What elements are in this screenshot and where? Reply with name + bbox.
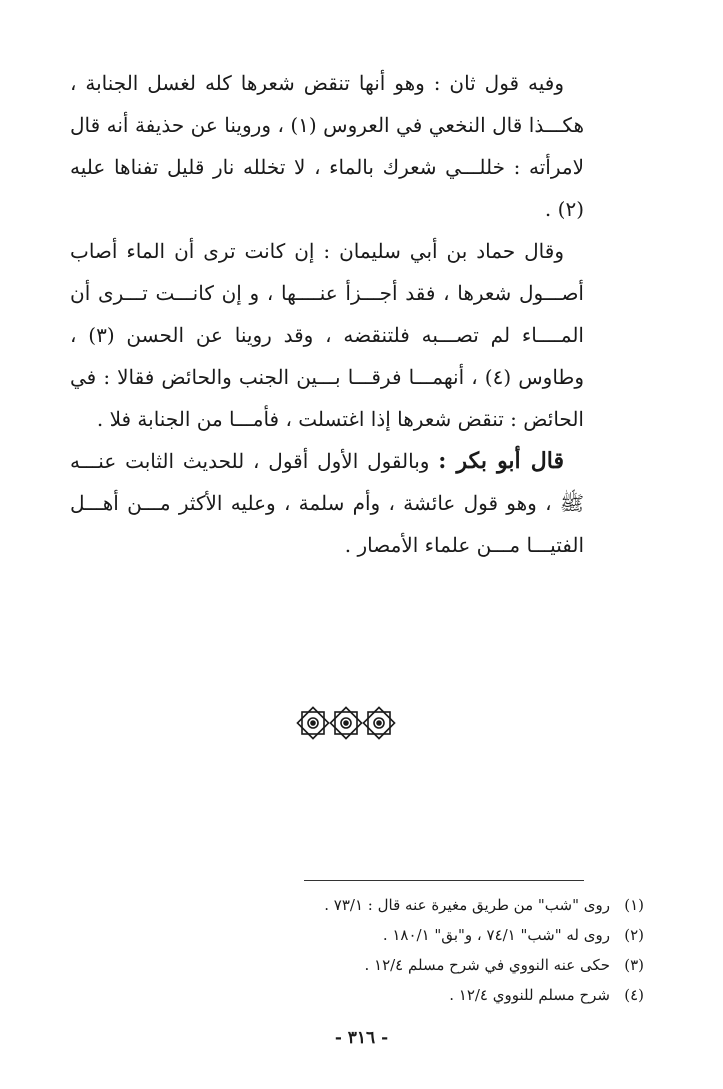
footnote-number: (١)	[624, 896, 644, 914]
main-text	[70, 62, 584, 566]
footnotes	[300, 890, 644, 1010]
footnote-text: روى له "شب" ٧٤/١ ، و"بق" ١٨٠/١ .	[382, 926, 610, 944]
footnote-text: شرح مسلم للنووي ١٢/٤ .	[449, 986, 610, 1004]
paragraph-1: وفيه قول ثان : وهو أنها تنقض شعرها كله لغسل الجنابة ، هكـــذا قال النخعي في العروس (١) ، وروينا عن حذيفة أنه قال لامرأته : خللـــي شعرك بالماء ، لا تخلله نار قليل تفناها عليه (٢) .	[70, 71, 584, 221]
footnote-2	[300, 920, 644, 950]
footnote-text: روى "شب" من طريق مغيرة عنه قال : ٧٣/١ .	[324, 896, 610, 914]
footnote-4	[300, 980, 644, 1010]
paragraph-3-text: وبالقول الأول أقول ، للحديث الثابت عنـــه ﷺ ، وهو قول عائشة ، وأم سلمة ، وعليه الأكثر مـــن أهـــل الفتيـــا مـــن علماء الأمصار .	[70, 449, 584, 557]
paragraph-3	[70, 440, 584, 566]
triple-star-ornament-icon	[296, 706, 396, 740]
footnote-3	[300, 950, 644, 980]
footnote-text: حكى عنه النووي في شرح مسلم ١٢/٤ .	[364, 956, 610, 974]
footnote-number: (٢)	[624, 926, 644, 944]
footnote-number: (٤)	[624, 986, 644, 1004]
page-number: - ٣١٦ -	[334, 1028, 389, 1048]
speaker-label: قال أبو بكر :	[438, 448, 564, 474]
paragraph-2: وقال حماد بن أبي سليمان : إن كانت ترى أن الماء أصاب أصـــول شعرها ، فقد أجـــزأ عنــــها ، و إن كانـــت تـــرى أن المــــاء لم تصـــبه فلتنقضه ، وقد روينا عن الحسن (٣) ، وطاوس (٤) ، أنهمـــا فرقـــا بـــين الجنب والحائض فقالا : في الحائض : تنقض شعرها إذا اغتسلت ، فأمـــا من الجنابة فلا .	[70, 239, 585, 431]
footnote-divider	[304, 880, 584, 881]
footnote-number: (٣)	[624, 956, 644, 974]
footnote-1	[300, 890, 644, 920]
